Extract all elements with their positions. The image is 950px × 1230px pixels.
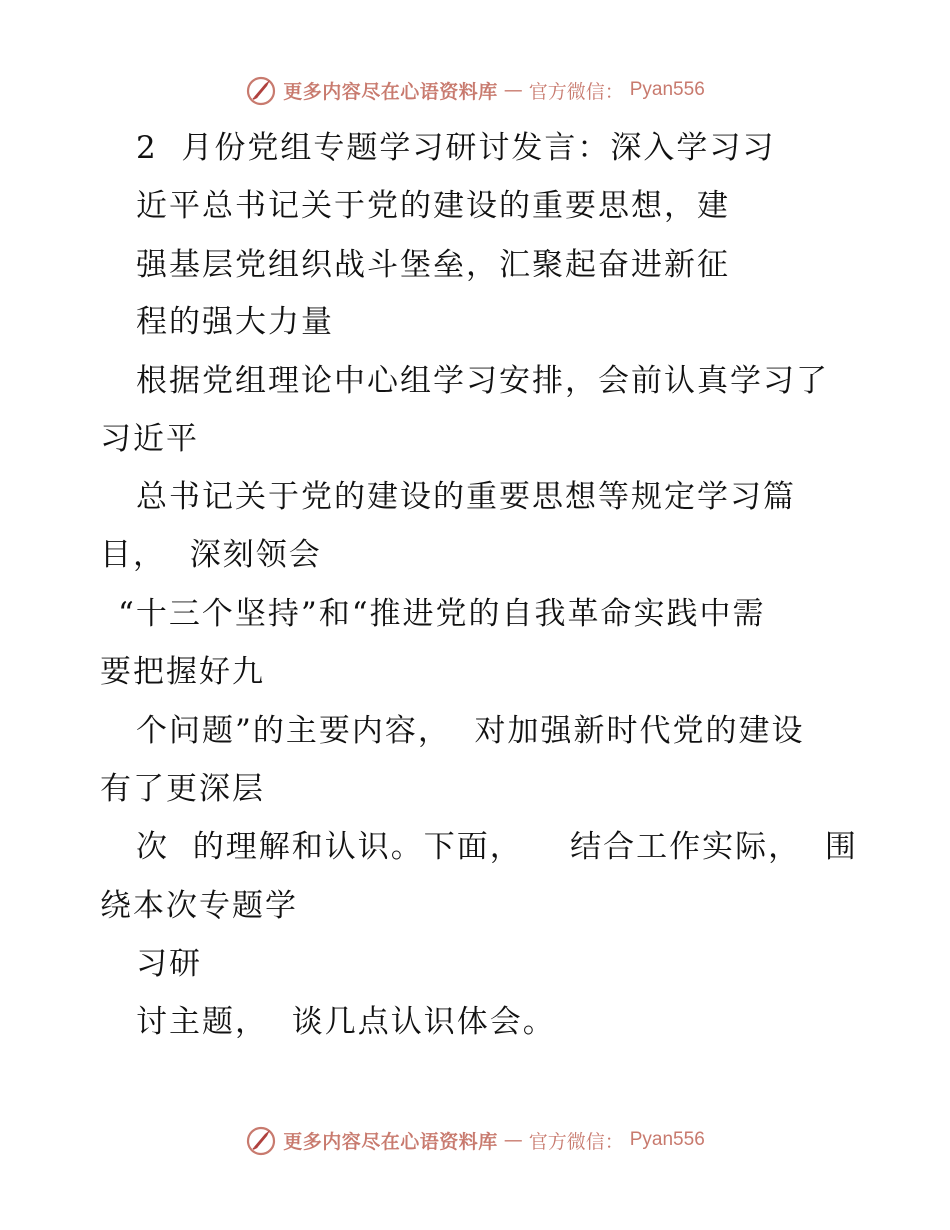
title-line-2: 近平总书记关于党的建设的重要思想，建 — [136, 188, 730, 224]
watermark-wechat-id: Pyan556 — [629, 79, 705, 100]
watermark-wechat-label: 官方微信： — [528, 1130, 624, 1153]
watermark-brand-text: 更多内容尽在心语资料库 — [283, 1130, 498, 1153]
body-paragraph-1b: 习近平 — [100, 421, 199, 457]
body-paragraph-6: 习研 — [136, 946, 202, 982]
title-line-3: 强基层党组织战斗堡垒，汇聚起奋进新征 — [136, 247, 730, 283]
body-paragraph-5b: 绕本次专题学 — [100, 888, 298, 924]
watermark-separator: — — [503, 1129, 523, 1151]
body-paragraph-2a: 总书记关于党的建设的重要思想等规定学习篇 — [136, 479, 796, 515]
footer-watermark — [0, 1120, 950, 1160]
body-paragraph-4b: 有了更深层 — [100, 771, 265, 807]
watermark-brand-text: 更多内容尽在心语资料库 — [283, 80, 498, 103]
watermark-wechat-id: Pyan556 — [629, 1129, 705, 1150]
watermark-separator: — — [503, 79, 523, 101]
body-paragraph-7: 讨主题， 谈几点认识体会。 — [136, 1004, 556, 1040]
body-paragraph-3b: 要把握好九 — [100, 654, 265, 690]
title-line-4: 程的强大力量 — [136, 304, 334, 340]
body-paragraph-5a: 次 的理解和认识。下面， 结合工作实际， 围 — [136, 829, 858, 865]
body-paragraph-4a: 个问题”的主要内容， 对加强新时代党的建设 — [136, 713, 805, 749]
body-paragraph-1a: 根据党组理论中心组学习安排，会前认真学习了 — [136, 363, 829, 399]
title-line-1: 2 月份党组专题学习研讨发言：深入学习习 — [136, 130, 776, 166]
watermark-wechat-label: 官方微信： — [528, 80, 624, 103]
header-watermark — [0, 70, 950, 110]
quill-logo-icon — [245, 74, 277, 106]
quill-logo-icon — [245, 1124, 277, 1156]
body-paragraph-3a: “十三个坚持”和“推进党的自我革命实践中需 — [118, 596, 766, 632]
body-paragraph-2b: 目， 深刻领会 — [100, 537, 322, 573]
